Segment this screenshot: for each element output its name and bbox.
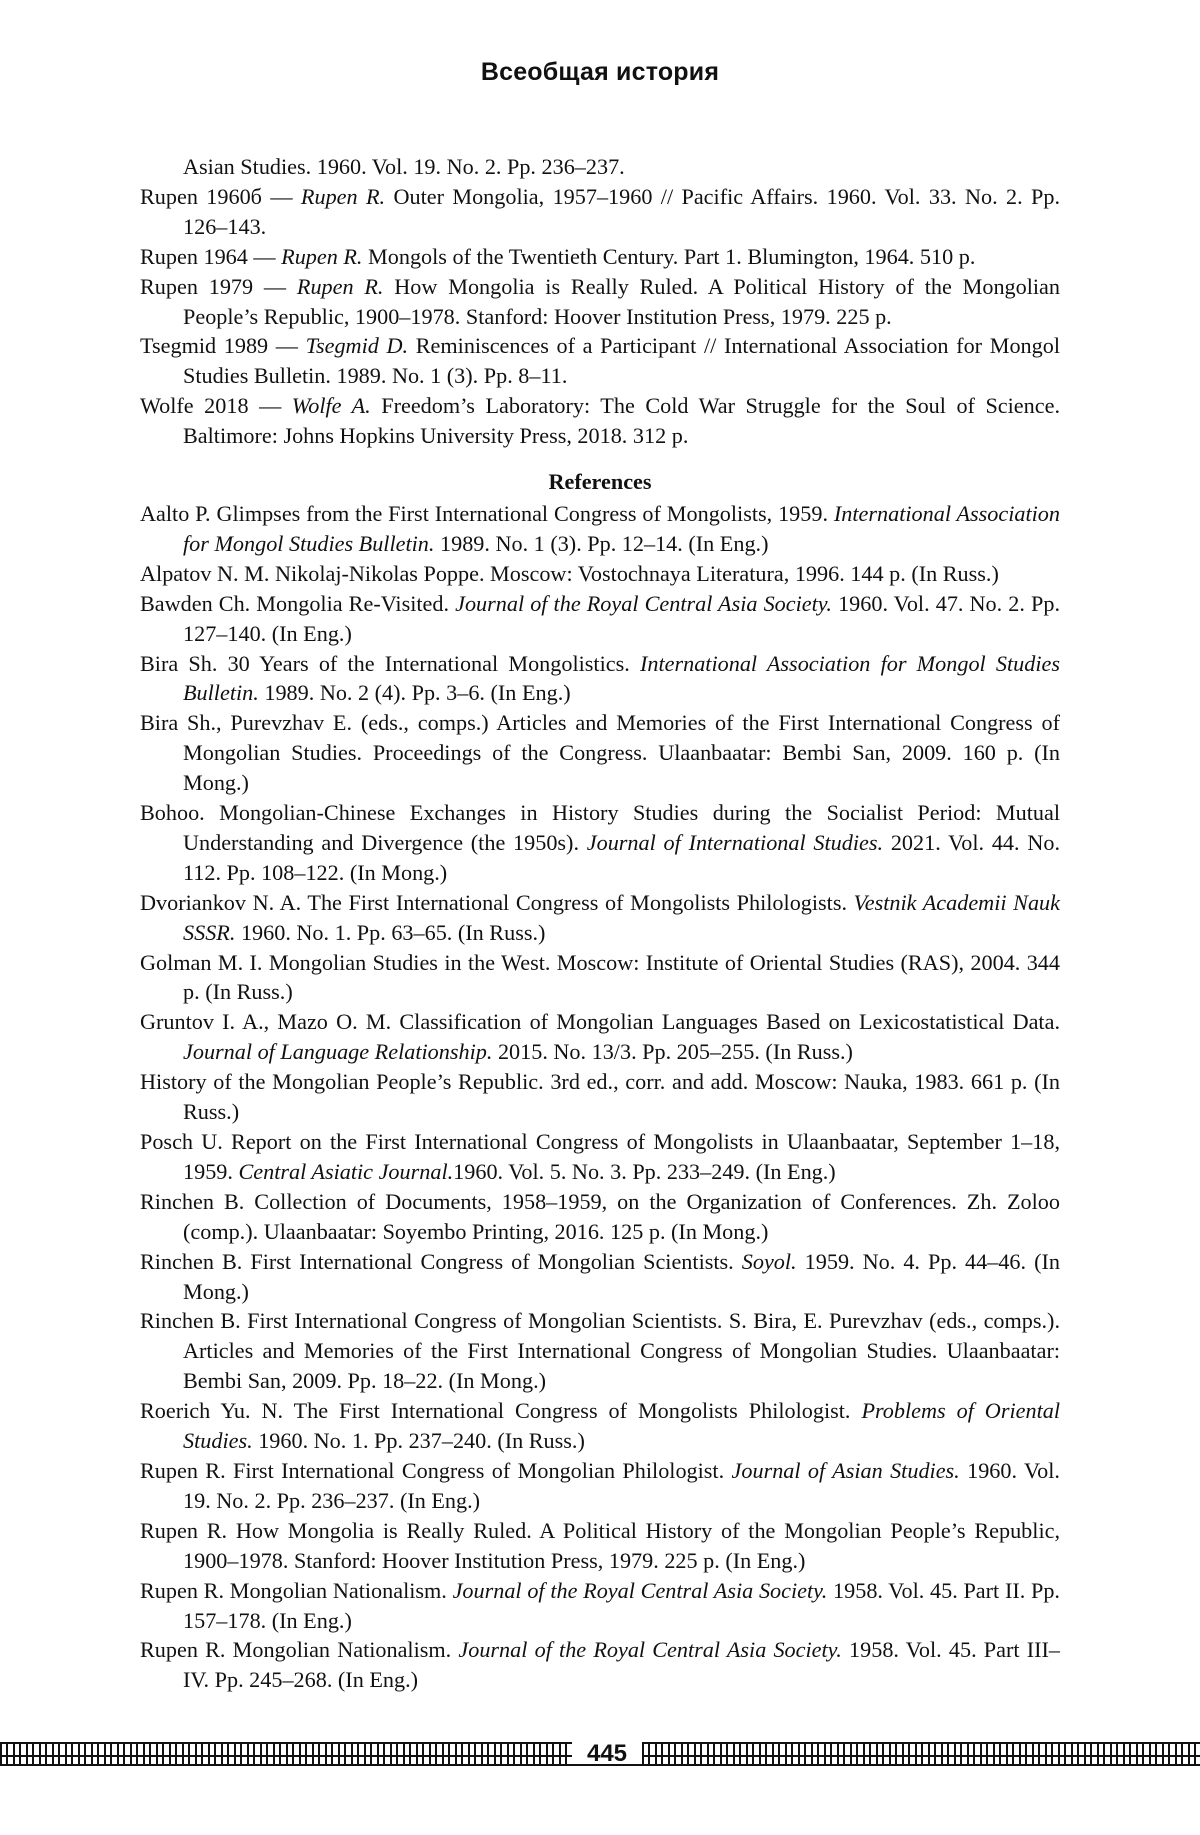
reference-text: Rupen 1979 — (140, 273, 297, 299)
reference-text: Reminiscences of a Participant // International Association for Mongol Studies Bulletin. 1989. No. 1 (3). Pp. 8–11. (183, 333, 1060, 389)
reference-text: Rupen R. First International Congress of Mongolian Philologist. (140, 1457, 732, 1483)
reference-italic: Journal of the Royal Central Asia Society. (452, 1577, 828, 1603)
reference-text: 1958. Vol. 45. Part III–IV. Pp. 245–268. (In Eng.) (183, 1637, 1060, 1693)
reference-text: Rupen R. Mongolian Nationalism. (140, 1637, 459, 1663)
reference-text: Rupen 1960б — (140, 183, 301, 209)
page-number: 445 (572, 1742, 642, 1766)
reference-text: Rinchen B. First International Congress of Mongolian Scientists. (140, 1248, 742, 1274)
reference-text: Bohoo. Mongolian-Chinese Exchanges in History Studies during the Socialist Period: Mutual Understanding and Divergence (the 1950s). (140, 800, 1060, 855)
reference-entry (140, 1187, 1060, 1247)
reference-text: Bira Sh., Purevzhav E. (eds., comps.) Articles and Memories of the First International Congress of Mongolian Studies. Proceedings of the Congress. Ulaanbaatar: Bembi San, 2009. 160 p. (In Mong.) (140, 710, 1060, 796)
reference-italic: Wolfe A. (291, 393, 371, 419)
reference-text: 1960. Vol. 5. No. 3. Pp. 233–249. (In Eng.) (453, 1158, 836, 1184)
reference-entry (140, 1456, 1060, 1516)
reference-italic: Central Asiatic Journal. (238, 1158, 454, 1184)
reference-italic: Journal of the Royal Central Asia Society. (455, 590, 832, 616)
reference-text: Rupen R. Mongolian Nationalism. (140, 1577, 453, 1603)
reference-text: Outer Mongolia, 1957–1960 // Pacific Affairs. 1960. Vol. 33. No. 2. Pp. 126–143. (183, 183, 1060, 239)
reference-italic: International Association for Mongol Studies Bulletin. (183, 650, 1060, 706)
reference-text: Freedom’s Laboratory: The Cold War Struggle for the Soul of Science. Baltimore: Johns Hopkins University Press, 2018. 312 p. (183, 393, 1060, 449)
reference-text: Aalto P. Glimpses from the First International Congress of Mongolists, 1959. (140, 500, 834, 526)
reference-text: Mongols of the Twentieth Century. Part 1. Blumington, 1964. 510 p. (362, 243, 976, 269)
reference-italic: International Association for Mongol Studies Bulletin. (183, 500, 1060, 556)
references-list (140, 499, 1060, 1695)
reference-italic: Journal of Language Relationship. (183, 1039, 493, 1065)
reference-text: Rupen 1964 — (140, 243, 282, 269)
reference-entry (140, 888, 1060, 948)
page-body (140, 152, 1060, 1695)
reference-text: Bawden Ch. Mongolia Re-Visited. (140, 590, 456, 616)
meander-ornament-right (642, 1742, 1200, 1766)
reference-entry (140, 1007, 1060, 1067)
reference-text: Roerich Yu. N. The First International Congress of Mongolists Philologist. (140, 1398, 862, 1424)
reference-text: Rinchen B. First International Congress of Mongolian Scientists. S. Bira, E. Purevzhav (eds., comps.). Articles and Memories of the First International Congress of Mongolian Studies. Ulaanbaatar: Bembi San, 2009. Pp. 18–22. (In Mong.) (140, 1308, 1060, 1394)
reference-entry (140, 1635, 1060, 1695)
meander-ornament-left (0, 1742, 572, 1766)
reference-text: Alpatov N. M. Nikolaj-Nikolas Poppe. Moscow: Vostochnaya Literatura, 1996. 144 p. (In Russ.) (140, 560, 999, 586)
reference-entry (140, 1306, 1060, 1396)
reference-entry (140, 391, 1060, 451)
reference-text: 1960. No. 1. Pp. 237–240. (In Russ.) (252, 1428, 585, 1454)
reference-italic: Problems of Oriental Studies. (183, 1398, 1060, 1454)
reference-entry (140, 182, 1060, 242)
reference-italic: Journal of International Studies. (586, 829, 884, 855)
reference-text: 1989. No. 2 (4). Pp. 3–6. (In Eng.) (258, 680, 571, 706)
reference-entry (140, 589, 1060, 649)
reference-text: 1960. Vol. 47. No. 2. Pp. 127–140. (In Eng.) (183, 590, 1060, 646)
reference-entry (140, 499, 1060, 559)
reference-italic: Rupen R. (281, 243, 363, 269)
reference-italic: Journal of Asian Studies. (731, 1457, 960, 1483)
bibliography-continued (140, 152, 1060, 451)
reference-text: Bira Sh. 30 Years of the International Mongolistics. (140, 650, 640, 676)
reference-italic: Rupen R. (300, 183, 386, 209)
reference-entry (140, 948, 1060, 1008)
reference-text: 1960. No. 1. Pp. 63–65. (In Russ.) (235, 919, 546, 945)
reference-text: Rupen R. How Mongolia is Really Ruled. A Political History of the Mongolian People’s Republic, 1900–1978. Stanford: Hoover Institution Press, 1979. 225 p. (In Eng.) (140, 1517, 1060, 1573)
reference-entry (140, 1127, 1060, 1187)
reference-text: Tsegmid 1989 — (140, 333, 306, 359)
reference-entry (140, 708, 1060, 798)
reference-italic: Tsegmid D. (305, 333, 409, 359)
page-footer (0, 1742, 1200, 1768)
reference-text: 2021. Vol. 44. No. 112. Pp. 108–122. (In Mong.) (183, 829, 1060, 885)
reference-entry (140, 272, 1060, 332)
reference-text: 1959. No. 4. Pp. 44–46. (In Mong.) (183, 1248, 1060, 1304)
reference-text: Wolfe 2018 — (140, 393, 292, 419)
reference-text: How Mongolia is Really Ruled. A Political History of the Mongolian People’s Republic, 1900–1978. Stanford: Hoover Institution Press, 1979. 225 p. (183, 273, 1060, 329)
reference-text: Dvoriankov N. A. The First International Congress of Mongolists Philologists. (140, 889, 854, 915)
reference-text: Rinchen B. Collection of Documents, 1958–1959, on the Organization of Conferences. Zh. Zoloo (comp.). Ulaanbaatar: Soyembo Printing, 2016. 125 p. (In Mong.) (140, 1188, 1060, 1244)
reference-italic: Rupen R. (296, 273, 384, 299)
reference-entry (140, 1396, 1060, 1456)
reference-entry (140, 152, 1060, 182)
reference-text: 1958. Vol. 45. Part II. Pp. 157–178. (In Eng.) (183, 1577, 1060, 1633)
reference-entry (140, 1067, 1060, 1127)
reference-text: Gruntov I. A., Mazo O. M. Classification of Mongolian Languages Based on Lexicostatistical Data. (140, 1009, 1060, 1035)
reference-text: Asian Studies. 1960. Vol. 19. No. 2. Pp. 236–237. (183, 154, 625, 179)
running-header: Всеобщая история (480, 58, 720, 86)
reference-text: Posch U. Report on the First International Congress of Mongolists in Ulaanbaatar, September 1–18, 1959. (140, 1129, 1060, 1184)
reference-text: 1989. No. 1 (3). Pp. 12–14. (In Eng.) (434, 530, 769, 556)
reference-entry (140, 559, 1060, 589)
reference-entry (140, 1247, 1060, 1307)
reference-italic: Journal of the Royal Central Asia Society. (458, 1637, 842, 1663)
reference-text: 2015. No. 13/3. Pp. 205–255. (In Russ.) (492, 1039, 853, 1065)
reference-entry (140, 1516, 1060, 1576)
reference-text: 1960. Vol. 19. No. 2. Pp. 236–237. (In Eng.) (183, 1457, 1060, 1513)
reference-entry (140, 242, 1060, 272)
reference-text: History of the Mongolian People’s Republic. 3rd ed., corr. and add. Moscow: Nauka, 1983. 661 p. (In Russ.) (140, 1069, 1060, 1125)
reference-entry (140, 1576, 1060, 1636)
reference-italic: Vestnik Academii Nauk SSSR. (183, 889, 1060, 945)
reference-entry (140, 649, 1060, 709)
reference-text: Golman M. I. Mongolian Studies in the West. Moscow: Institute of Oriental Studies (RAS), 2004. 344 p. (In Russ.) (140, 949, 1060, 1005)
reference-entry (140, 331, 1060, 391)
reference-italic: Soyol. (741, 1248, 797, 1274)
reference-entry (140, 798, 1060, 888)
references-heading: References (548, 469, 652, 495)
